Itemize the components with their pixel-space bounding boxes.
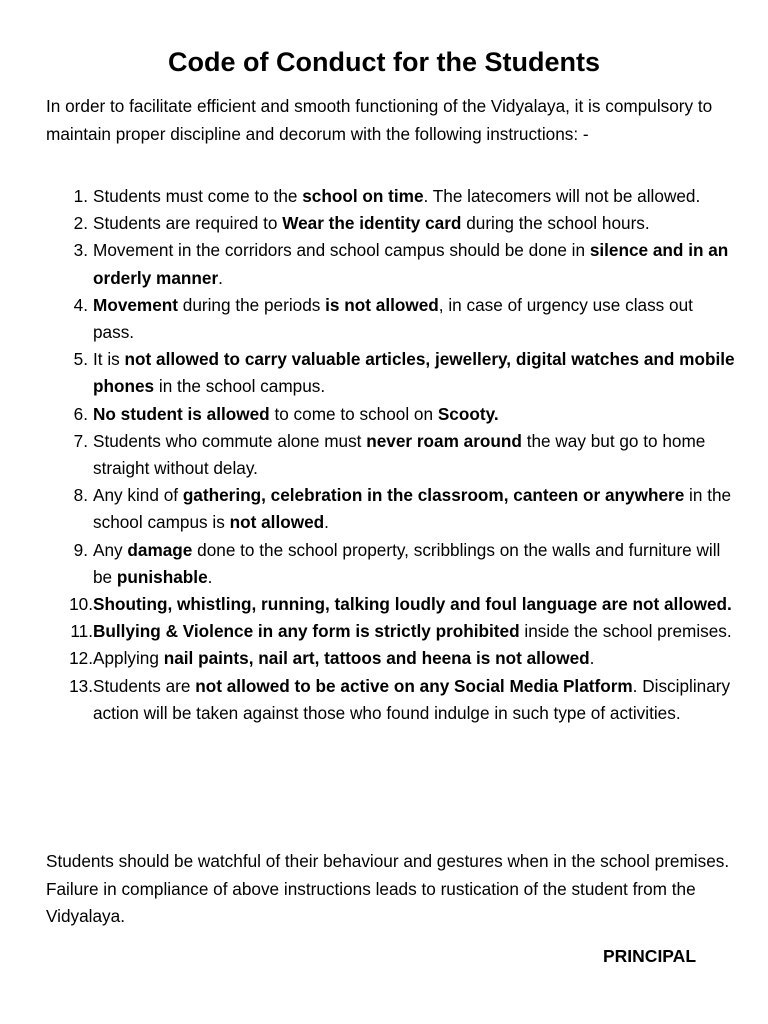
- rule-text-bold: not allowed to carry valuable articles, jewellery, digital watches and mobile phones: [93, 349, 735, 397]
- rule-item: [46, 292, 736, 346]
- rule-text: . Disciplinary action will be taken against those who found indulge in such type of activities.: [93, 675, 731, 723]
- rule-text: Students are required to: [93, 213, 283, 234]
- principal-signature: PRINCIPAL: [603, 946, 697, 966]
- rule-item: [46, 183, 736, 210]
- rule-text-bold: not allowed to be active on any Social Media Platform: [195, 675, 633, 696]
- rule-number: 6.: [73, 403, 88, 424]
- rule-text-bold: nail paints, nail art, tattoos and heena is not allowed: [163, 648, 590, 669]
- rule-item: [46, 401, 736, 428]
- rule-text: It is: [93, 349, 125, 370]
- rule-text-bold: damage: [127, 539, 193, 560]
- rule-text: Students who commute alone must: [93, 430, 367, 451]
- rule-text: to come to school on: [269, 403, 438, 424]
- rule-text-bold: school on time: [302, 186, 424, 206]
- rule-item: [46, 428, 736, 482]
- rule-text: Students must come to the: [93, 186, 303, 206]
- rule-item: [46, 537, 736, 591]
- rule-text: Any kind of: [93, 485, 183, 506]
- rule-text-bold: gathering, celebration in the classroom, canteen or anywhere: [182, 485, 685, 506]
- rule-number: 1.: [73, 186, 88, 206]
- rule-item: [46, 645, 736, 672]
- rule-item: [46, 618, 736, 645]
- rule-item: [46, 237, 736, 291]
- rule-text-bold: is not allowed: [325, 294, 439, 315]
- rule-number: 4.: [73, 294, 88, 315]
- rule-item: [46, 210, 736, 237]
- rules-list: [46, 183, 736, 727]
- rule-text-bold: silence and in an orderly manner: [93, 240, 729, 288]
- rule-text: during the school hours.: [461, 213, 650, 234]
- document-title: Code of Conduct for the Students: [168, 47, 600, 77]
- rule-text: inside the school premises.: [519, 621, 732, 642]
- rule-item: [46, 591, 736, 618]
- rule-text-bold: never roam around: [366, 430, 522, 451]
- rule-number: 8.: [73, 485, 88, 506]
- rule-number: 5.: [73, 349, 88, 370]
- rule-text-bold: Movement: [93, 294, 178, 315]
- rule-text-bold: not allowed: [229, 512, 325, 533]
- rule-number: 3.: [73, 240, 88, 261]
- rule-number: 12.: [69, 648, 93, 669]
- rule-item: [46, 346, 736, 400]
- rule-text: Movement in the corridors and school campus should be done in: [93, 240, 590, 261]
- rule-number: 11.: [70, 621, 93, 642]
- rule-text: the way but go to home straight without delay.: [93, 430, 706, 479]
- rule-text: . The latecomers will not be allowed.: [423, 186, 701, 206]
- rule-text-bold: Scooty.: [437, 403, 499, 424]
- rule-text: .: [207, 566, 213, 587]
- rule-item: [46, 482, 736, 536]
- rule-text: .: [589, 648, 595, 669]
- rule-number: 2.: [73, 213, 88, 234]
- rule-text-bold: No student is allowed: [93, 403, 270, 424]
- rule-item: [46, 673, 736, 727]
- rule-number: 7.: [73, 430, 88, 451]
- closing-paragraph: Students should be watchful of their behaviour and gestures when in the school premises. Failure in compliance of above instructions leads to rustication of the student from the Vidyalaya.: [46, 851, 730, 926]
- rule-text: , in case of urgency use class out pass.: [93, 294, 693, 343]
- rule-text-bold: Wear the identity card: [282, 213, 462, 234]
- rule-text: Students are: [93, 675, 196, 696]
- rule-text: in the school campus.: [154, 376, 326, 397]
- rule-text-bold: punishable: [116, 566, 208, 587]
- rule-text: Any: [93, 539, 128, 560]
- rule-text: during the periods: [178, 294, 326, 315]
- rule-text: .: [218, 267, 223, 288]
- rule-number: 9.: [73, 539, 88, 560]
- rule-text: Applying: [93, 648, 164, 669]
- rule-number: 10.: [69, 594, 93, 615]
- intro-paragraph: In order to facilitate efficient and smooth functioning of the Vidyalaya, it is compulsory to maintain proper discipline and decorum with the following instructions: -: [46, 96, 713, 144]
- rule-number: 13.: [69, 675, 93, 696]
- rule-text: .: [324, 512, 329, 533]
- rule-text-bold: Bullying & Violence in any form is strictly prohibited: [93, 621, 520, 642]
- rule-text: done to the school property, scribblings on the walls and furniture will be: [93, 539, 721, 587]
- rule-text: in the school campus is: [93, 485, 732, 533]
- rule-text-bold: Shouting, whistling, running, talking loudly and foul language are not allowed.: [93, 594, 732, 615]
